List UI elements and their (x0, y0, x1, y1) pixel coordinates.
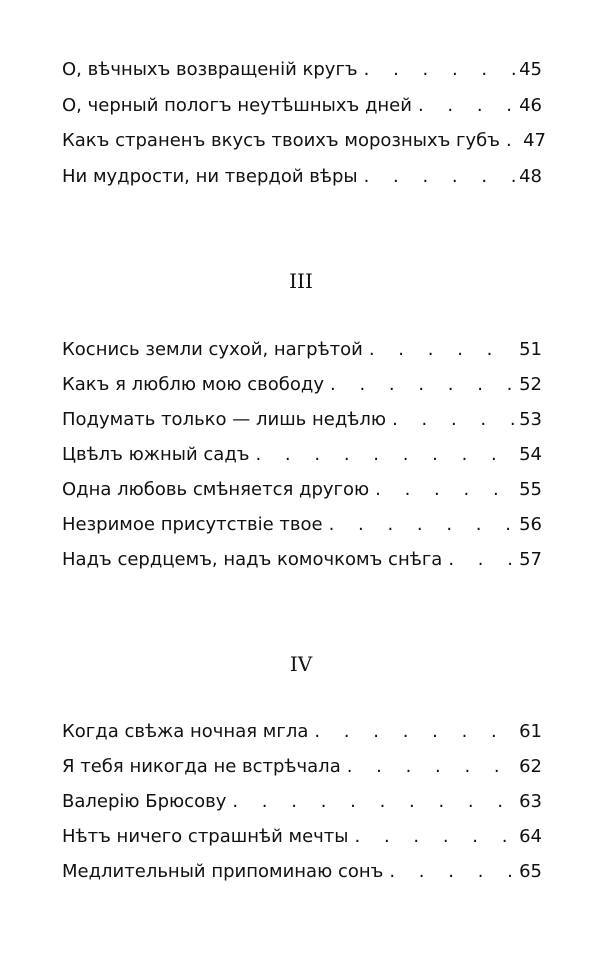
toc-entry-page: 65 (519, 861, 542, 882)
toc-entry-title: Нѣтъ ничего страшнѣй мечты (62, 826, 349, 847)
toc-entry-page: 47 (523, 130, 546, 151)
section-heading: IV (289, 652, 313, 676)
toc-entry-title: Одна любовь смѣняется другою (62, 479, 370, 500)
toc-entry (62, 91, 542, 121)
toc-entry (62, 752, 542, 782)
toc-entry (62, 510, 542, 540)
toc-entry (62, 475, 542, 505)
toc-entry-page: 54 (519, 444, 542, 465)
toc-entry-title: Надъ сердцемъ, надъ комочкомъ снѣга (62, 549, 443, 570)
toc-entry-title: Валерію Брюсову (62, 791, 227, 812)
toc-entry-title: Когда свѣжа ночная мгла (62, 721, 309, 742)
toc-entry-page: 64 (519, 826, 542, 847)
toc-entry (62, 162, 542, 192)
dot-leader (323, 510, 516, 540)
dot-leader (383, 857, 516, 887)
toc-entry-title: Незримое присутствіе твое (62, 514, 323, 535)
dot-leader (358, 55, 516, 85)
toc-entry-title: О, черный пологъ неутѣшныхъ дней (62, 95, 412, 116)
toc-entry (62, 787, 542, 817)
dot-leader (363, 335, 516, 365)
dot-leader (349, 822, 517, 852)
toc-entry-page: 56 (519, 514, 542, 535)
dot-leader (386, 405, 516, 435)
toc-entry (62, 857, 542, 887)
dot-leader (442, 545, 516, 575)
toc-entry-page: 45 (519, 59, 542, 80)
toc-entry-page: 48 (519, 166, 542, 187)
dot-leader (308, 717, 516, 747)
section-heading: III (289, 269, 313, 293)
dot-leader (226, 787, 516, 817)
toc-entry-page: 63 (519, 791, 542, 812)
toc-entry-page: 53 (519, 409, 542, 430)
toc-entry-page: 62 (519, 756, 542, 777)
toc-entry (62, 822, 542, 852)
toc-entry (62, 335, 542, 365)
toc-entry (62, 440, 542, 470)
dot-leader (324, 370, 516, 400)
toc-entry-title: Цвѣлъ южный садъ (62, 444, 250, 465)
dot-leader (341, 752, 516, 782)
dot-leader (500, 126, 520, 156)
dot-leader (412, 91, 516, 121)
toc-entry-title: Ни мудрости, ни твердой вѣры (62, 166, 358, 187)
toc-entry-title: Медлительный припоминаю сонъ (62, 861, 384, 882)
toc-entry-title: Я тебя никогда не встрѣчала (62, 756, 341, 777)
toc-entry-title: Коснись земли сухой, нагрѣтой (62, 339, 363, 360)
dot-leader (249, 440, 516, 470)
toc-entry-page: 61 (519, 721, 542, 742)
dot-leader (358, 162, 516, 192)
toc-entry-title: Подумать только — лишь недѣлю (62, 409, 387, 430)
toc-entry (62, 545, 542, 575)
toc-entry (62, 405, 542, 435)
toc-entry (62, 126, 546, 156)
dot-leader (369, 475, 516, 505)
toc-entry-page: 46 (519, 95, 542, 116)
toc-entry (62, 55, 542, 85)
toc-entry-page: 52 (519, 374, 542, 395)
toc-entry-title: Какъ я люблю мою свободу (62, 374, 325, 395)
toc-entry-title: Какъ страненъ вкусъ твоихъ морозныхъ губъ (62, 130, 500, 151)
toc-entry-page: 51 (519, 339, 542, 360)
toc-entry-page: 55 (519, 479, 542, 500)
toc-entry-title: О, вѣчныхъ возвращеній кругъ (62, 59, 358, 80)
toc-entry (62, 370, 542, 400)
toc-entry (62, 717, 542, 747)
toc-entry-page: 57 (519, 549, 542, 570)
